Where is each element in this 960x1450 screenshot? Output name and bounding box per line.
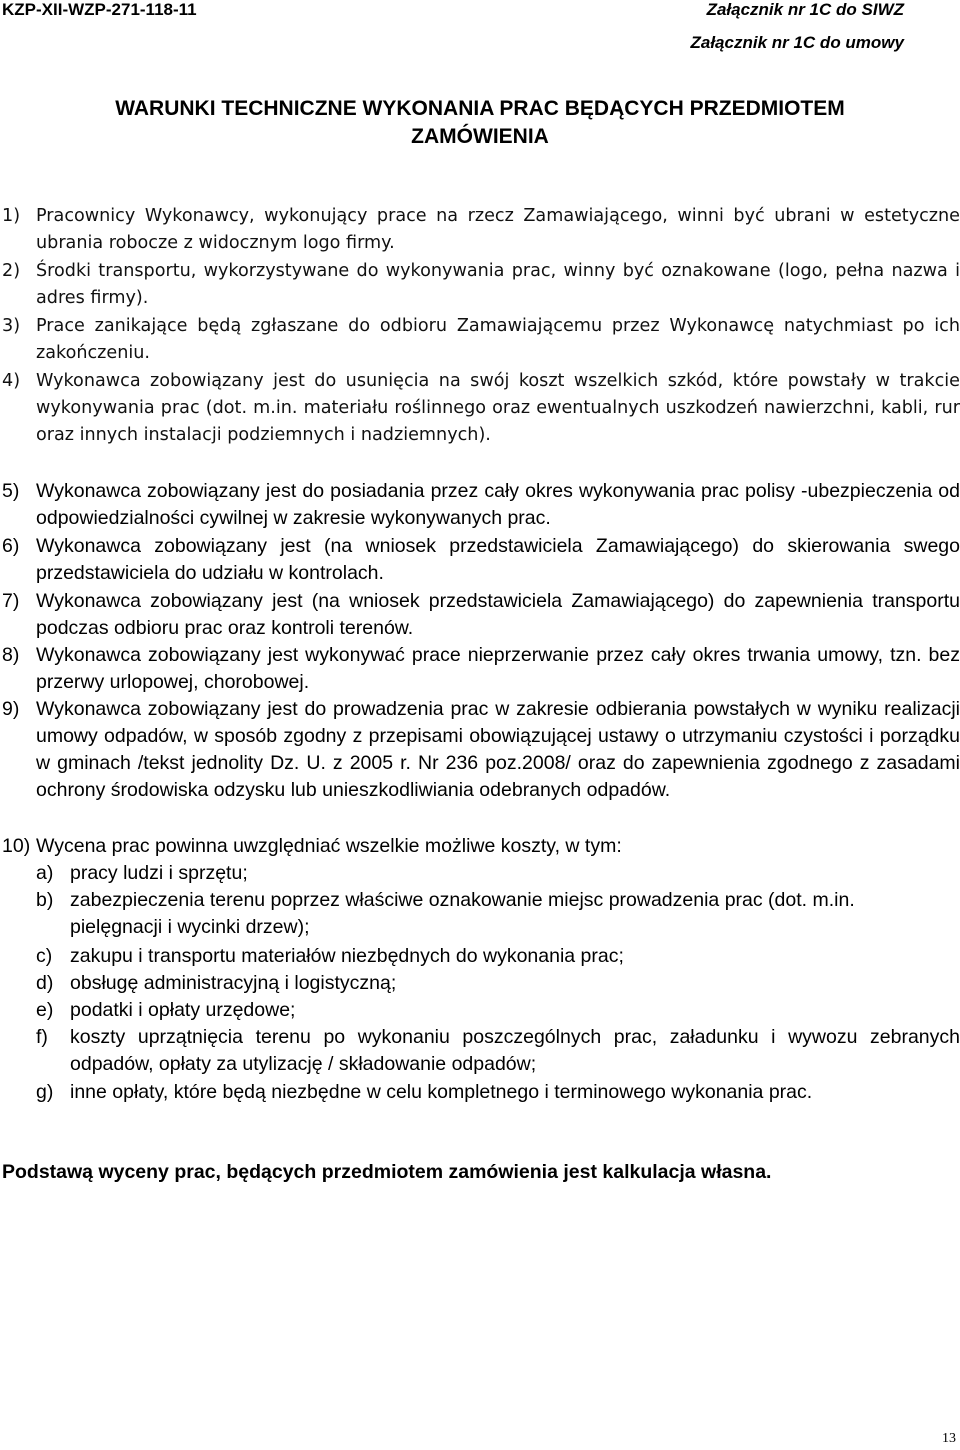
item-text: Wykonawca zobowiązany jest do posiadania przez cały okres wykonywania prac polisy -ubezpieczenia od odpowiedzialności cywilnej w zakresie wykonywanych prac.	[36, 480, 960, 529]
item-number: 8)	[2, 644, 20, 666]
item-text: Wykonawca zobowiązany jest do prowadzenia prac w zakresie odbierania powstałych w wyniku realizacji umowy odpadów, w sposób zgodny z przepisami obowiązującej ustawy o utrzymaniu czystości i porządku w gminach /tekst jednolity Dz. U. z 2005 r. Nr 236 poz.2008/ oraz do zapewnienia zgodnego z zasadami ochrony środowiska odzysku lub unieszkodliwiania odebranych odpadów.	[36, 698, 960, 801]
item-text: Wykonawca zobowiązany jest wykonywać prace nieprzerwanie przez cały okres trwania umowy, tzn. bez przerwy urlopowej, chorobowej.	[36, 644, 960, 693]
title-line-1: WARUNKI TECHNICZNE WYKONANIA PRAC BĘDĄCYCH PRZEDMIOTEM	[115, 97, 845, 120]
sub-item-d	[36, 970, 960, 997]
sub-item-text: zabezpieczenia terenu poprzez właściwe oznakowanie miejsc prowadzenia prac (dot. m.in. pielęgnacji i wycinki drzew);	[70, 889, 855, 938]
sub-item-e	[36, 997, 960, 1024]
item-text: Pracownicy Wykonawcy, wykonujący prace na rzecz Zamawiającego, winni być ubrani w estetyczne ubrania robocze z widocznym logo firmy.	[36, 206, 960, 253]
document-title	[40, 95, 920, 151]
item-text: Środki transportu, wykorzystywane do wykonywania prac, winny być oznakowane (logo, pełna nazwa i adres firmy).	[36, 261, 960, 308]
sub-item-a	[36, 860, 960, 887]
sub-item-letter: d)	[36, 972, 54, 994]
item-number: 2)	[2, 261, 21, 281]
sub-item-text: koszty uprzątnięcia terenu po wykonaniu poszczególnych prac, załadunku i wywozu zebranych odpadów, opłaty za utylizację / składowanie odpadów;	[70, 1026, 960, 1075]
sub-item-letter: a)	[36, 862, 54, 884]
list-item-3	[2, 313, 960, 367]
sub-item-c	[36, 943, 960, 970]
list-item-6	[2, 533, 960, 587]
list-item-4	[2, 368, 960, 449]
sub-item-text: inne opłaty, które będą niezbędne w celu kompletnego i terminowego wykonania prac.	[70, 1081, 813, 1103]
list-item-1	[2, 203, 960, 257]
sub-item-letter: c)	[36, 945, 53, 967]
item-number: 9)	[2, 698, 20, 720]
item-number: 3)	[2, 316, 21, 336]
item-text: Prace zanikające będą zgłaszane do odbioru Zamawiającemu przez Wykonawcę natychmiast po ich zakończeniu.	[36, 316, 960, 363]
list-item-7	[2, 588, 960, 642]
item-text: Wykonawca zobowiązany jest (na wniosek przedstawiciela Zamawiającego) do zapewnienia transportu podczas odbioru prac oraz kontroli terenów.	[36, 590, 960, 639]
sub-item-text: obsługę administracyjną i logistyczną;	[70, 972, 397, 994]
sub-item-f	[36, 1024, 960, 1078]
sub-item-b	[36, 887, 876, 941]
sub-item-g	[36, 1079, 960, 1106]
list-item-10	[2, 833, 960, 860]
list-item-8	[2, 642, 960, 696]
sub-item-text: zakupu i transportu materiałów niezbędnych do wykonania prac;	[70, 945, 624, 967]
item-text: Wycena prac powinna uwzględniać wszelkie możliwe koszty, w tym:	[36, 835, 622, 857]
sub-item-text: pracy ludzi i sprzętu;	[70, 862, 248, 884]
item-number: 10)	[2, 835, 31, 857]
item-number: 4)	[2, 371, 21, 391]
list-item-9	[2, 696, 960, 804]
reference-number: KZP-XII-WZP-271-118-11	[2, 0, 197, 19]
item-number: 5)	[2, 480, 20, 502]
item-number: 1)	[2, 206, 21, 226]
sub-item-letter: g)	[36, 1081, 54, 1103]
list-item-5	[2, 478, 960, 532]
page-number: 13	[942, 1431, 956, 1446]
annex-siwz-label: Załącznik nr 1C do SIWZ	[706, 0, 904, 19]
item-number: 7)	[2, 590, 20, 612]
item-number: 6)	[2, 535, 20, 557]
item-text: Wykonawca zobowiązany jest (na wniosek przedstawiciela Zamawiającego) do skierowania swego przedstawiciela do udziału w kontrolach.	[36, 535, 960, 584]
sub-item-text: podatki i opłaty urzędowe;	[70, 999, 296, 1021]
sub-item-letter: b)	[36, 889, 54, 911]
item-text: Wykonawca zobowiązany jest do usunięcia na swój koszt wszelkich szkód, które powstały w trakcie wykonywania prac (dot. m.in. materiału roślinnego oraz ewentualnych uszkodzeń nawierzchni, kabli, rur oraz innych instalacji podziemnych i nadziemnych).	[36, 371, 960, 445]
title-line-2: ZAMÓWIENIA	[411, 125, 549, 148]
sub-item-letter: f)	[36, 1026, 48, 1048]
sub-item-letter: e)	[36, 999, 54, 1021]
annex-contract-label: Załącznik nr 1C do umowy	[690, 33, 904, 52]
list-item-2	[2, 258, 960, 312]
closing-statement: Podstawą wyceny prac, będących przedmiotem zamówienia jest kalkulacja własna.	[2, 1161, 772, 1183]
